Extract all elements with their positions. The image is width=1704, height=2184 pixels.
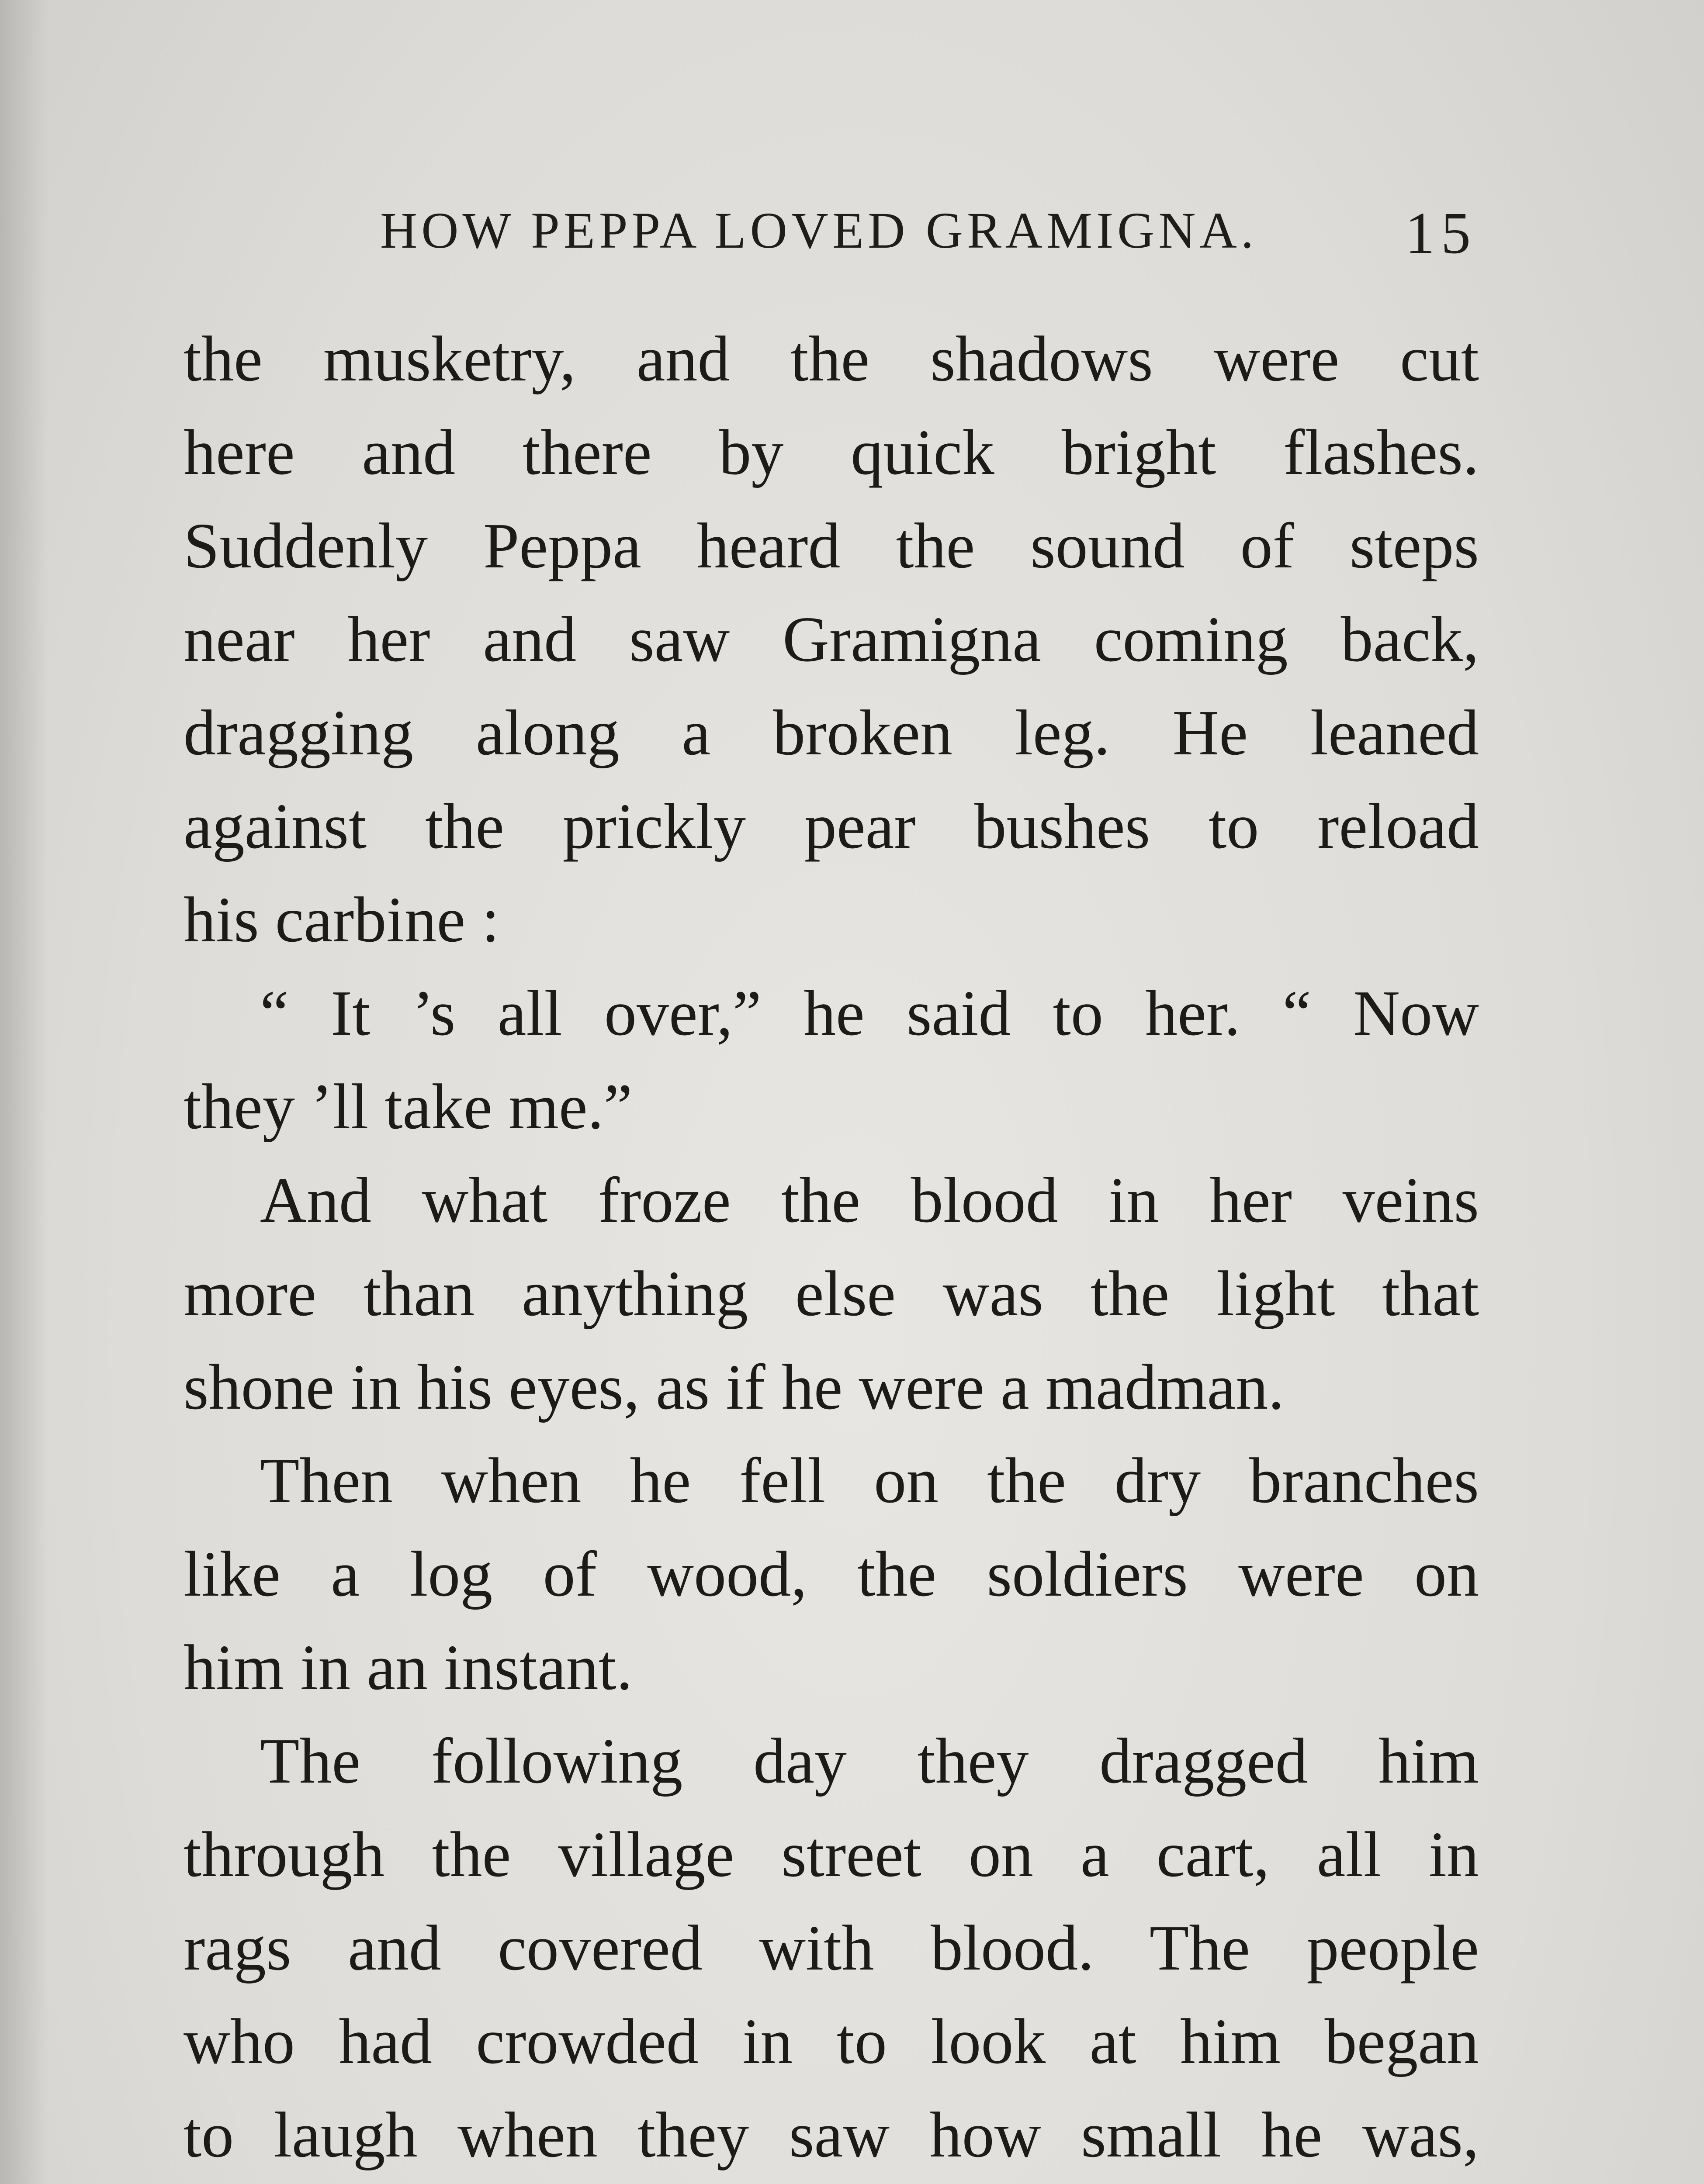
text-line: they ’ll take me.” — [184, 1071, 633, 1143]
text-line: more than anything else was the light that — [184, 1258, 1479, 1330]
spine-shadow — [0, 0, 48, 2184]
text-line: who had crowded in to look at him began — [184, 2006, 1479, 2077]
text-line: rags and covered with blood. The people — [184, 1912, 1479, 1984]
text-line: here and there by quick bright flashes. — [184, 417, 1479, 488]
text-line: against the prickly pear bushes to reload — [184, 791, 1479, 862]
running-head — [188, 183, 1477, 271]
text-line — [184, 2182, 1479, 2184]
text-line: “ It ’s all over,” he said to her. “ Now — [260, 978, 1479, 1049]
text-line: dragging along a broken leg. He leaned — [184, 697, 1479, 769]
body-text — [184, 312, 1479, 2184]
text-line: shone in his eyes, as if he were a madman. — [184, 1351, 1285, 1423]
text-line: the musketry, and the shadows were cut — [184, 323, 1479, 395]
page-number: 15 — [1405, 200, 1477, 266]
running-title: HOW PEPPA LOVED GRAMIGNA. — [380, 202, 1258, 259]
text-line: The following day they dragged him — [260, 1725, 1479, 1797]
text-line: to laugh when they saw how small he was, — [184, 2099, 1479, 2171]
text-line: his carbine : — [184, 884, 500, 956]
text-line: Then when he fell on the dry branches — [260, 1445, 1479, 1517]
text-line: him in an instant. — [184, 1632, 633, 1704]
text-line: Suddenly Peppa heard the sound of steps — [184, 510, 1479, 582]
text-line: through the village street on a cart, all in — [184, 1819, 1479, 1890]
text-line: like a log of wood, the soldiers were on — [184, 1538, 1479, 1610]
text-line: near her and saw Gramigna coming back, — [184, 604, 1479, 675]
text-line: And what froze the blood in her veins — [260, 1165, 1479, 1236]
